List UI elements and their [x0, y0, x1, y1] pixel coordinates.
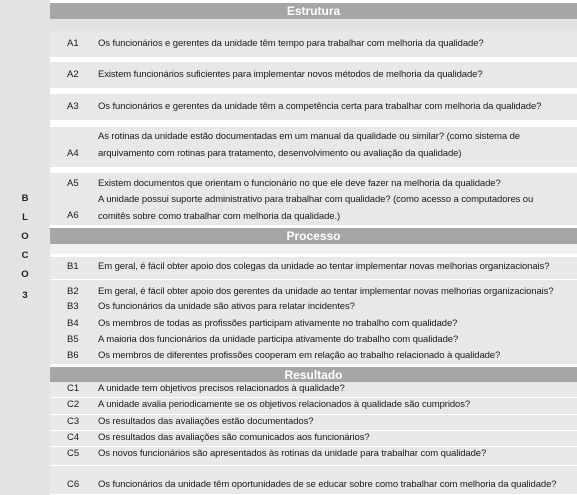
question-text: Em geral, é fácil obter apoio dos gerentes da unidade ao tentar implementar novas melhorias organizacionais?	[98, 286, 554, 297]
question-text: Os novos funcionários são apresentados às rotinas da unidade para trabalhar com qualidade?	[98, 448, 487, 459]
question-code: C2	[67, 399, 80, 410]
question-text: Os funcionários da unidade têm oportunidades de se educar sobre como trabalhar com melhoria da qualidade?	[98, 479, 557, 490]
question-code: C4	[67, 432, 80, 443]
section-title: Estrutura	[286, 4, 341, 18]
question-code: B1	[67, 261, 79, 272]
question-text: Existem documentos que orientam o funcionário no que ele deve fazer na melhoria da qualidade?	[98, 178, 501, 189]
question-text: A unidade avalia periodicamente se os objetivos relacionados à qualidade são cumpridos?	[98, 399, 471, 410]
question-code: C1	[67, 383, 80, 394]
bloco-letter: B	[21, 193, 29, 204]
section-divider	[50, 19, 577, 31]
bloco-letter: 3	[22, 290, 28, 301]
question-text: Os resultados das avaliações são comunicados aos funcionários?	[98, 432, 370, 443]
question-code: C5	[67, 448, 80, 459]
question-code: B5	[67, 334, 79, 345]
question-code: B6	[67, 350, 79, 361]
question-code: A2	[67, 69, 79, 80]
question-text: Em geral, é fácil obter apoio dos colegas da unidade ao tentar implementar novas melhorias organizacionais?	[98, 261, 550, 272]
question-code: B4	[67, 318, 79, 329]
question-text: Os funcionários e gerentes da unidade têm tempo para trabalhar com melhoria da qualidade?	[98, 38, 484, 49]
question-text: comitês sobre como trabalhar com melhoria da qualidade.)	[98, 211, 341, 222]
bloco-column	[0, 0, 50, 495]
question-code: A5	[67, 178, 79, 189]
question-text: Os membros de todas as profissões participam ativamente no trabalho com qualidade?	[98, 318, 458, 329]
question-code: B3	[67, 301, 79, 312]
question-code: A4	[67, 148, 79, 159]
question-text: A maioria dos funcionários da unidade participa ativamente do trabalho com qualidade?	[98, 334, 459, 345]
section-divider	[50, 244, 577, 254]
section-header	[50, 367, 577, 383]
question-text: A unidade tem objetivos precisos relacionados à qualidade?	[98, 383, 345, 394]
question-text: Os resultados das avaliações estão documentados?	[98, 416, 314, 427]
question-code: C6	[67, 479, 80, 490]
bloco-letter: C	[21, 250, 29, 261]
bloco-letter: O	[21, 231, 29, 242]
section-title: Resultado	[284, 368, 343, 382]
section-header	[50, 228, 577, 244]
section-title: Processo	[286, 229, 341, 243]
question-code: A1	[67, 38, 79, 49]
question-text: Os funcionários e gerentes da unidade têm a competência certa para trabalhar com melhoria da qualidade?	[98, 101, 542, 112]
bloco-letter: L	[22, 212, 28, 223]
question-code: B2	[67, 286, 79, 297]
question-text: Os membros de diferentes profissões cooperam em relação ao trabalho relacionado à qualidade?	[98, 350, 501, 361]
question-text: As rotinas da unidade estão documentadas em um manual da qualidade ou similar? (como sistema de	[98, 131, 520, 142]
bloco-letter: O	[21, 269, 29, 280]
question-text: Os funcionários da unidade são ativos para relatar incidentes?	[98, 301, 355, 312]
question-code: A6	[67, 210, 79, 221]
section-header	[50, 3, 577, 19]
question-code: C3	[67, 416, 80, 427]
question-text: arquivamento com rotinas para tratamento, desenvolvimento ou avaliação da qualidade)	[98, 148, 462, 159]
question-text: Existem funcionários suficientes para implementar novos métodos de melhoria da qualidade?	[98, 69, 483, 80]
question-text: A unidade possui suporte administrativo para trabalhar com qualidade? (como acesso a computadores ou	[98, 194, 534, 205]
question-code: A3	[67, 101, 79, 112]
